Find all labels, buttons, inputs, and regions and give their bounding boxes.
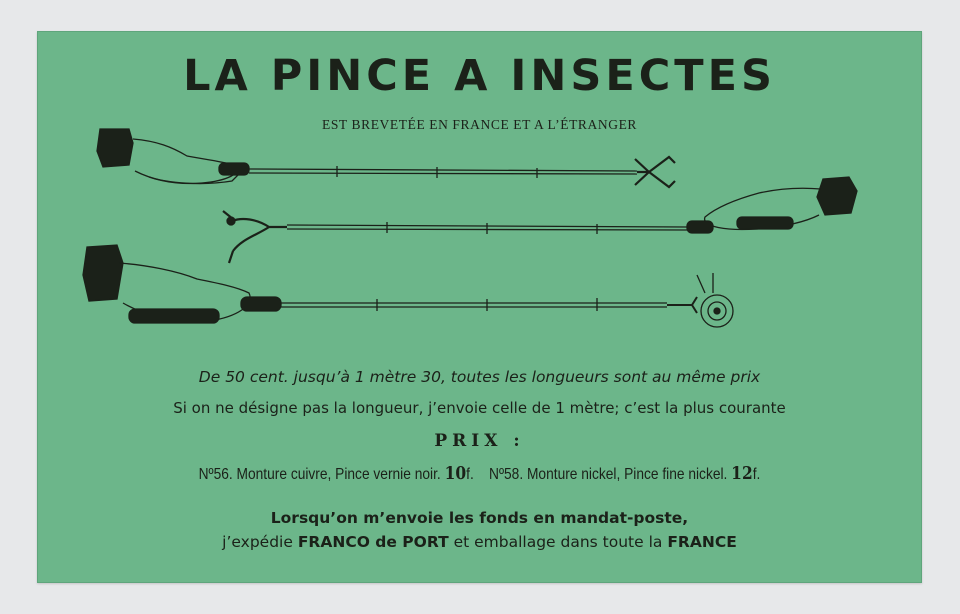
advertisement-card (37, 31, 922, 583)
model-56-ref: Nº56. (198, 466, 233, 483)
pincer-open-icon (635, 157, 675, 187)
model-56-price: 10 (444, 463, 467, 484)
model-58-ref: Nº58. (489, 466, 524, 483)
shipping-line-2 (37, 533, 922, 551)
patent-subtitle: EST BREVETÉE EN FRANCE ET A L’ÉTRANGER (321, 117, 638, 132)
tong-illustration-3 (83, 245, 733, 327)
shipping-text-c: et emballage dans toute la (453, 533, 663, 551)
default-length-note: Si on ne désigne pas la longueur, j’envoie celle de 1 mètre; c’est la plus courante (173, 399, 786, 417)
model-56-unit: f. (466, 466, 474, 483)
hand-icon (133, 139, 238, 184)
model-56-desc: Monture cuivre, Pince vernie noir. (236, 466, 441, 483)
price-heading: PRIX : (434, 431, 525, 451)
illustrations (37, 31, 922, 361)
shipping-text-a: j’expédie (222, 533, 293, 551)
lace-cuff-icon (83, 245, 123, 301)
lace-cuff-icon (817, 177, 857, 215)
lengths-note: De 50 cent. jusqu’à 1 mètre 30, toutes les longueurs sont au même prix (198, 368, 761, 386)
tong-illustration-1 (97, 129, 675, 187)
tong-illustration-2 (223, 177, 857, 263)
model-58-unit: f. (752, 466, 761, 483)
page-title: LA PINCE A INSECTES (183, 51, 776, 101)
model-58-desc: Monture nickel, Pince fine nickel. (526, 466, 728, 483)
franco-de-port: FRANCO de PORT (297, 533, 449, 551)
lace-cuff-icon (97, 129, 133, 167)
shipping-country: FRANCE (667, 533, 737, 551)
shipping-line-1: Lorsqu’on m’envoie les fonds en mandat-poste, (270, 509, 689, 527)
model-58-price: 12 (731, 463, 753, 484)
price-list (99, 463, 860, 484)
